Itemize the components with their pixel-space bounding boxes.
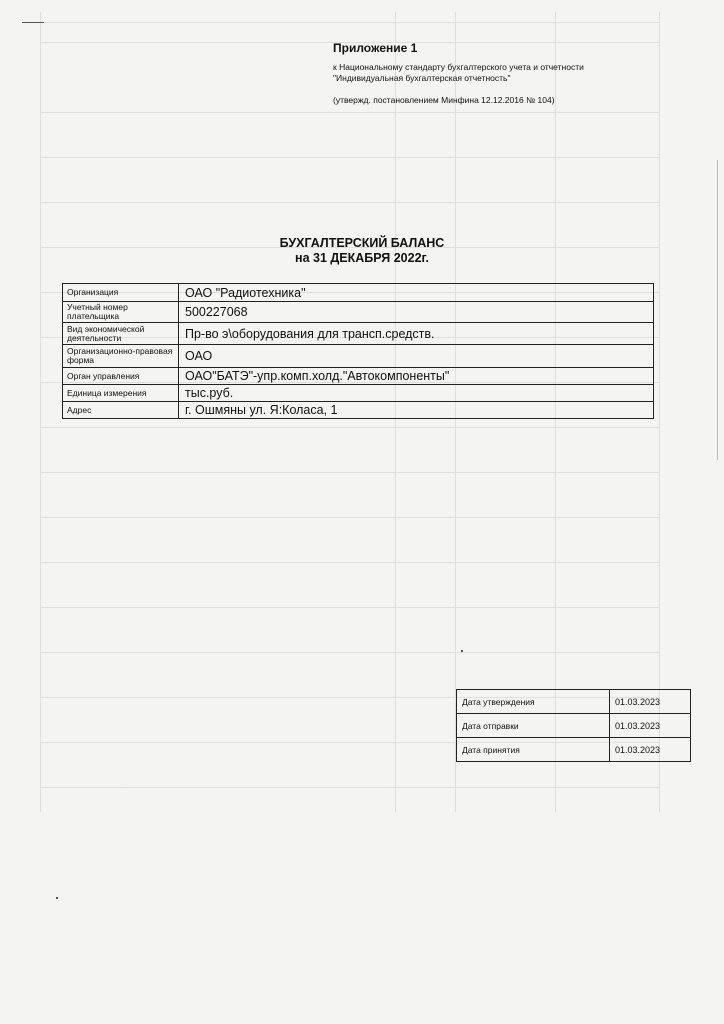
info-value: ОАО "Радиотехника" bbox=[179, 284, 654, 302]
scan-mark bbox=[22, 22, 44, 23]
date-value: 01.03.2023 bbox=[610, 738, 691, 762]
date-label: Дата утверждения bbox=[457, 690, 610, 714]
info-row-activity bbox=[63, 323, 654, 345]
info-label: Орган управления bbox=[63, 368, 179, 385]
info-value: ОАО bbox=[179, 345, 654, 368]
info-value: Пр-во э\оборудования для трансп.средств. bbox=[179, 323, 654, 345]
date-value: 01.03.2023 bbox=[610, 714, 691, 738]
approval-note: (утвержд. постановлением Минфина 12.12.2016 № 104) bbox=[333, 95, 555, 105]
info-label: Учетный номер плательщика bbox=[63, 302, 179, 323]
organization-info-table bbox=[62, 283, 654, 419]
scan-edge-line bbox=[717, 160, 718, 460]
info-row-unit bbox=[63, 385, 654, 402]
info-value: тыс.руб. bbox=[179, 385, 654, 402]
info-value: г. Ошмяны ул. Я:Коласа, 1 bbox=[179, 402, 654, 419]
info-row-address bbox=[63, 402, 654, 419]
scan-speck bbox=[56, 897, 58, 899]
info-label: Адрес bbox=[63, 402, 179, 419]
info-label: Вид экономической деятельности bbox=[63, 323, 179, 345]
scan-speck bbox=[461, 650, 463, 652]
document-date: на 31 ДЕКАБРЯ 2022г. bbox=[295, 251, 429, 265]
info-label: Организация bbox=[63, 284, 179, 302]
appendix-reference-line1: к Национальному стандарту бухгалтерского учета и отчетности bbox=[333, 62, 584, 72]
date-label: Дата принятия bbox=[457, 738, 610, 762]
info-value: 500227068 bbox=[179, 302, 654, 323]
date-label: Дата отправки bbox=[457, 714, 610, 738]
info-label: Организационно-правовая форма bbox=[63, 345, 179, 368]
info-row-management-body bbox=[63, 368, 654, 385]
info-value: ОАО"БАТЭ"-упр.комп.холд."Автокомпоненты" bbox=[179, 368, 654, 385]
info-row-legal-form bbox=[63, 345, 654, 368]
appendix-reference-line2: "Индивидуальная бухгалтерская отчетность" bbox=[333, 73, 511, 83]
date-value: 01.03.2023 bbox=[610, 690, 691, 714]
info-row-taxpayer-number bbox=[63, 302, 654, 323]
dates-table bbox=[456, 689, 691, 762]
document-title: БУХГАЛТЕРСКИЙ БАЛАНС bbox=[279, 236, 445, 250]
date-row-sending bbox=[457, 714, 691, 738]
date-row-acceptance bbox=[457, 738, 691, 762]
info-row-organization bbox=[63, 284, 654, 302]
appendix-title: Приложение 1 bbox=[333, 41, 418, 55]
date-row-approval bbox=[457, 690, 691, 714]
info-label: Единица измерения bbox=[63, 385, 179, 402]
